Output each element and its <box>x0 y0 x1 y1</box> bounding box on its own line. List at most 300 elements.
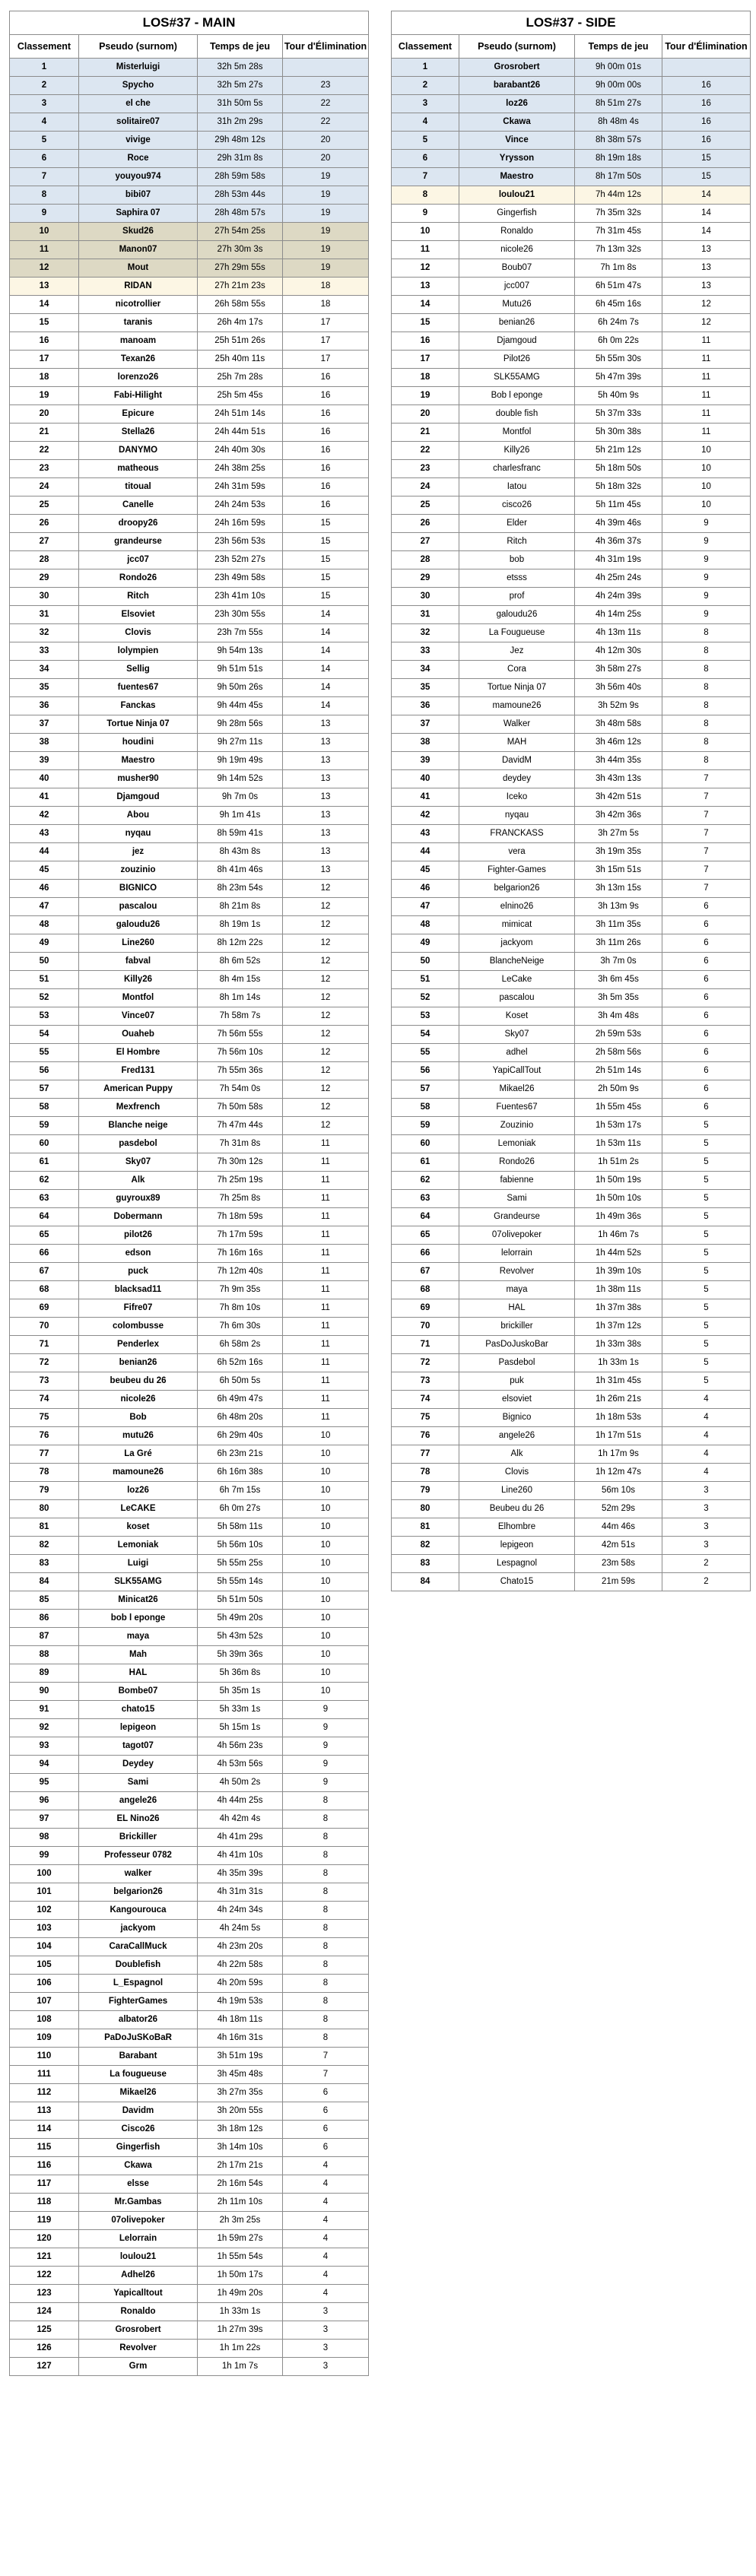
time-cell: 1h 50m 19s <box>575 1172 662 1190</box>
pseudo-cell: Iatou <box>459 478 575 496</box>
time-cell: 7h 47m 44s <box>198 1117 283 1135</box>
time-cell: 6h 16m 38s <box>198 1464 283 1482</box>
time-cell: 4h 24m 5s <box>198 1920 283 1938</box>
pseudo-cell: zouzinio <box>79 861 198 880</box>
pseudo-cell: elnino26 <box>459 898 575 916</box>
pseudo-cell: Spycho <box>79 77 198 95</box>
pseudo-cell: LeCAKE <box>79 1500 198 1518</box>
rank-cell: 25 <box>10 496 79 515</box>
time-cell: 28h 59m 58s <box>198 168 283 186</box>
time-cell: 52m 29s <box>575 1500 662 1518</box>
time-cell: 6h 52m 16s <box>198 1354 283 1372</box>
table-row <box>10 752 369 770</box>
pseudo-cell: Mutu26 <box>459 296 575 314</box>
table-row <box>10 405 369 424</box>
elimination-round-cell: 19 <box>283 241 369 259</box>
time-cell: 24h 16m 59s <box>198 515 283 533</box>
pseudo-cell: Koset <box>459 1007 575 1026</box>
pseudo-cell: angele26 <box>79 1792 198 1810</box>
elimination-round-cell: 6 <box>662 916 751 934</box>
table-row <box>10 2011 369 2029</box>
table-row <box>392 95 751 113</box>
pseudo-cell: Djamgoud <box>459 332 575 351</box>
time-cell: 7h 25m 19s <box>198 1172 283 1190</box>
time-cell: 6h 29m 40s <box>198 1427 283 1445</box>
table-row <box>392 77 751 95</box>
rank-cell: 76 <box>10 1427 79 1445</box>
rank-cell: 38 <box>392 734 459 752</box>
table-row <box>10 1062 369 1080</box>
rank-cell: 10 <box>10 223 79 241</box>
table-row <box>10 2066 369 2084</box>
elimination-round-cell: 3 <box>662 1500 751 1518</box>
time-cell: 1h 59m 27s <box>198 2230 283 2248</box>
rank-cell: 60 <box>10 1135 79 1153</box>
elimination-round-cell: 6 <box>662 989 751 1007</box>
rank-cell: 38 <box>10 734 79 752</box>
table-row <box>10 2285 369 2303</box>
pseudo-cell: bob l eponge <box>79 1610 198 1628</box>
pseudo-cell: walker <box>79 1865 198 1883</box>
time-cell: 4h 50m 2s <box>198 1774 283 1792</box>
table-row <box>10 1172 369 1190</box>
elimination-round-cell: 4 <box>662 1391 751 1409</box>
rank-cell: 39 <box>392 752 459 770</box>
rank-cell: 83 <box>10 1555 79 1573</box>
rank-cell: 4 <box>10 113 79 132</box>
table-row <box>392 825 751 843</box>
table-row <box>392 387 751 405</box>
time-cell: 8h 12m 22s <box>198 934 283 953</box>
rank-cell: 18 <box>10 369 79 387</box>
table-row <box>10 1646 369 1664</box>
rank-cell: 21 <box>392 424 459 442</box>
rank-cell: 94 <box>10 1756 79 1774</box>
table-row <box>10 861 369 880</box>
rank-cell: 78 <box>10 1464 79 1482</box>
table-row <box>392 1299 751 1318</box>
time-cell: 4h 31m 31s <box>198 1883 283 1902</box>
time-cell: 9h 54m 13s <box>198 642 283 661</box>
pseudo-cell: lepigeon <box>79 1719 198 1737</box>
rank-cell: 62 <box>392 1172 459 1190</box>
table-row <box>10 606 369 624</box>
pseudo-cell: HAL <box>79 1664 198 1683</box>
rank-cell: 27 <box>10 533 79 551</box>
time-cell: 5h 18m 32s <box>575 478 662 496</box>
rank-cell: 71 <box>10 1336 79 1354</box>
elimination-round-cell: 16 <box>662 77 751 95</box>
rank-cell: 15 <box>392 314 459 332</box>
rank-cell: 70 <box>392 1318 459 1336</box>
table-row <box>10 1975 369 1993</box>
table-row <box>392 113 751 132</box>
rank-cell: 80 <box>392 1500 459 1518</box>
pseudo-cell: mimicat <box>459 916 575 934</box>
col-header-time: Temps de jeu <box>198 35 283 59</box>
pseudo-cell: Cora <box>459 661 575 679</box>
table-row <box>392 624 751 642</box>
time-cell: 9h 00m 00s <box>575 77 662 95</box>
elimination-round-cell: 5 <box>662 1354 751 1372</box>
time-cell: 25h 51m 26s <box>198 332 283 351</box>
rank-cell: 77 <box>10 1445 79 1464</box>
time-cell: 7h 56m 55s <box>198 1026 283 1044</box>
time-cell: 5h 40m 9s <box>575 387 662 405</box>
pseudo-cell: Kangourouca <box>79 1902 198 1920</box>
rank-cell: 75 <box>10 1409 79 1427</box>
table-row <box>10 1190 369 1208</box>
rank-cell: 6 <box>392 150 459 168</box>
table-row <box>392 1281 751 1299</box>
time-cell: 3h 18m 12s <box>198 2121 283 2139</box>
time-cell: 3h 45m 48s <box>198 2066 283 2084</box>
pseudo-cell: jackyom <box>459 934 575 953</box>
time-cell: 4h 19m 53s <box>198 1993 283 2011</box>
pseudo-cell: grandeurse <box>79 533 198 551</box>
time-cell: 1h 12m 47s <box>575 1464 662 1482</box>
rank-cell: 13 <box>392 278 459 296</box>
table-row <box>10 387 369 405</box>
elimination-round-cell: 11 <box>662 332 751 351</box>
time-cell: 8h 51m 27s <box>575 95 662 113</box>
pseudo-cell: Lespagnol <box>459 1555 575 1573</box>
rank-cell: 85 <box>10 1591 79 1610</box>
pseudo-cell: Davidm <box>79 2102 198 2121</box>
table-row <box>10 1610 369 1628</box>
elimination-round-cell: 23 <box>283 77 369 95</box>
rank-cell: 52 <box>392 989 459 1007</box>
rank-cell: 68 <box>10 1281 79 1299</box>
elimination-round-cell: 22 <box>283 113 369 132</box>
pseudo-cell: Elder <box>459 515 575 533</box>
rank-cell: 66 <box>10 1245 79 1263</box>
elimination-round-cell: 14 <box>283 642 369 661</box>
elimination-round-cell: 6 <box>662 1026 751 1044</box>
pseudo-cell: Ritch <box>459 533 575 551</box>
pseudo-cell: colombusse <box>79 1318 198 1336</box>
elimination-round-cell: 12 <box>283 1007 369 1026</box>
pseudo-cell: Mah <box>79 1646 198 1664</box>
time-cell: 3h 15m 51s <box>575 861 662 880</box>
time-cell: 42m 51s <box>575 1537 662 1555</box>
elimination-round-cell: 16 <box>662 132 751 150</box>
elimination-round-cell: 6 <box>283 2084 369 2102</box>
time-cell: 2h 17m 21s <box>198 2157 283 2175</box>
table-row <box>10 1956 369 1975</box>
time-cell: 3h 27m 5s <box>575 825 662 843</box>
pseudo-cell: Grosrobert <box>459 59 575 77</box>
time-cell: 3h 58m 27s <box>575 661 662 679</box>
table-row <box>10 551 369 569</box>
table-row <box>10 1555 369 1573</box>
elimination-round-cell: 12 <box>283 1026 369 1044</box>
elimination-round-cell: 5 <box>662 1318 751 1336</box>
pseudo-cell: Montfol <box>459 424 575 442</box>
rank-cell: 20 <box>392 405 459 424</box>
elimination-round-cell: 13 <box>283 825 369 843</box>
table-row <box>10 113 369 132</box>
rank-cell: 87 <box>10 1628 79 1646</box>
elimination-round-cell: 10 <box>662 478 751 496</box>
table-row <box>10 2048 369 2066</box>
time-cell: 5h 37m 33s <box>575 405 662 424</box>
elimination-round-cell: 2 <box>662 1573 751 1591</box>
pseudo-cell: Maestro <box>459 168 575 186</box>
pseudo-cell: nicole26 <box>79 1391 198 1409</box>
table-row <box>10 989 369 1007</box>
rank-cell: 102 <box>10 1902 79 1920</box>
pseudo-cell: nyqau <box>459 807 575 825</box>
elimination-round-cell: 7 <box>662 861 751 880</box>
pseudo-cell: Alk <box>459 1445 575 1464</box>
elimination-round-cell: 4 <box>662 1427 751 1445</box>
rank-cell: 82 <box>10 1537 79 1555</box>
pseudo-cell: fuentes67 <box>79 679 198 697</box>
elimination-round-cell: 11 <box>283 1263 369 1281</box>
rank-cell: 72 <box>392 1354 459 1372</box>
time-cell: 23h 41m 10s <box>198 588 283 606</box>
pseudo-cell: PaDoJuSKoBaR <box>79 2029 198 2048</box>
time-cell: 1h 39m 10s <box>575 1263 662 1281</box>
time-cell: 4h 24m 39s <box>575 588 662 606</box>
time-cell: 23h 30m 55s <box>198 606 283 624</box>
table-row <box>10 241 369 259</box>
elimination-round-cell: 11 <box>283 1172 369 1190</box>
rank-cell: 79 <box>392 1482 459 1500</box>
elimination-round-cell: 7 <box>662 788 751 807</box>
pseudo-cell: etsss <box>459 569 575 588</box>
elimination-round-cell: 3 <box>283 2358 369 2376</box>
rank-cell: 54 <box>392 1026 459 1044</box>
rank-cell: 25 <box>392 496 459 515</box>
rank-cell: 20 <box>10 405 79 424</box>
time-cell: 7h 12m 40s <box>198 1263 283 1281</box>
rank-cell: 115 <box>10 2139 79 2157</box>
table-row <box>10 1445 369 1464</box>
table-row <box>392 223 751 241</box>
time-cell: 7h 13m 32s <box>575 241 662 259</box>
pseudo-cell: Revolver <box>79 2340 198 2358</box>
pseudo-cell: adhel <box>459 1044 575 1062</box>
table-row <box>392 1354 751 1372</box>
table-row <box>10 1099 369 1117</box>
elimination-round-cell: 3 <box>283 2321 369 2340</box>
table-row <box>10 2321 369 2340</box>
pseudo-cell: Pasdebol <box>459 1354 575 1372</box>
pseudo-cell: Vince <box>459 132 575 150</box>
pseudo-cell: 07olivepoker <box>459 1226 575 1245</box>
elimination-round-cell: 12 <box>662 296 751 314</box>
elimination-round-cell: 11 <box>283 1208 369 1226</box>
rank-cell: 73 <box>392 1372 459 1391</box>
rank-cell: 83 <box>392 1555 459 1573</box>
rank-cell: 18 <box>392 369 459 387</box>
rank-cell: 65 <box>10 1226 79 1245</box>
rank-cell: 51 <box>10 971 79 989</box>
pseudo-cell: Killy26 <box>459 442 575 460</box>
pseudo-cell: Walker <box>459 715 575 734</box>
time-cell: 1h 49m 20s <box>198 2285 283 2303</box>
rank-cell: 75 <box>392 1409 459 1427</box>
time-cell: 1h 46m 7s <box>575 1226 662 1245</box>
time-cell: 4h 12m 30s <box>575 642 662 661</box>
pseudo-cell: DavidM <box>459 752 575 770</box>
rank-cell: 3 <box>392 95 459 113</box>
elimination-round-cell: 5 <box>662 1263 751 1281</box>
time-cell: 5h 47m 39s <box>575 369 662 387</box>
time-cell: 23h 56m 53s <box>198 533 283 551</box>
table-row <box>392 1318 751 1336</box>
time-cell: 25h 7m 28s <box>198 369 283 387</box>
rank-cell: 50 <box>10 953 79 971</box>
rank-cell: 116 <box>10 2157 79 2175</box>
pseudo-cell: manoam <box>79 332 198 351</box>
rank-cell: 58 <box>10 1099 79 1117</box>
table-row <box>392 953 751 971</box>
table-row <box>392 369 751 387</box>
pseudo-cell: matheous <box>79 460 198 478</box>
time-cell: 3h 4m 48s <box>575 1007 662 1026</box>
rank-cell: 11 <box>392 241 459 259</box>
table-row <box>10 1153 369 1172</box>
time-cell: 4h 42m 4s <box>198 1810 283 1829</box>
table-row <box>392 478 751 496</box>
pseudo-cell: koset <box>79 1518 198 1537</box>
elimination-round-cell: 10 <box>662 460 751 478</box>
rank-cell: 49 <box>392 934 459 953</box>
table-row <box>392 679 751 697</box>
rank-cell: 22 <box>10 442 79 460</box>
time-cell: 3h 13m 15s <box>575 880 662 898</box>
table-row <box>10 515 369 533</box>
time-cell: 4h 39m 46s <box>575 515 662 533</box>
elimination-round-cell: 20 <box>283 150 369 168</box>
pseudo-cell: brickiller <box>459 1318 575 1336</box>
time-cell: 4h 16m 31s <box>198 2029 283 2048</box>
elimination-round-cell: 22 <box>283 95 369 113</box>
main-table-title: LOS#37 - MAIN <box>10 11 369 35</box>
time-cell: 3h 5m 35s <box>575 989 662 1007</box>
pseudo-cell: Epicure <box>79 405 198 424</box>
rank-cell: 27 <box>392 533 459 551</box>
time-cell: 1h 51m 2s <box>575 1153 662 1172</box>
table-row <box>10 2230 369 2248</box>
pseudo-cell: Penderlex <box>79 1336 198 1354</box>
elimination-round-cell: 6 <box>662 971 751 989</box>
rank-cell: 92 <box>10 1719 79 1737</box>
rank-cell: 67 <box>10 1263 79 1281</box>
table-row <box>10 1701 369 1719</box>
table-row <box>10 934 369 953</box>
time-cell: 7h 18m 59s <box>198 1208 283 1226</box>
table-row <box>392 752 751 770</box>
elimination-round-cell: 13 <box>283 861 369 880</box>
elimination-round-cell: 7 <box>662 825 751 843</box>
time-cell: 27h 29m 55s <box>198 259 283 278</box>
table-row <box>392 1500 751 1518</box>
time-cell: 32h 5m 28s <box>198 59 283 77</box>
table-row <box>10 296 369 314</box>
rank-cell: 17 <box>392 351 459 369</box>
rank-cell: 69 <box>10 1299 79 1318</box>
elimination-round-cell: 6 <box>662 1080 751 1099</box>
table-row <box>392 1208 751 1226</box>
pseudo-cell: Sellig <box>79 661 198 679</box>
rank-cell: 21 <box>10 424 79 442</box>
table-row <box>10 1920 369 1938</box>
pseudo-cell: pasdebol <box>79 1135 198 1153</box>
table-row <box>10 332 369 351</box>
rank-cell: 44 <box>392 843 459 861</box>
elimination-round-cell: 13 <box>283 788 369 807</box>
time-cell: 4h 25m 24s <box>575 569 662 588</box>
rank-cell: 63 <box>10 1190 79 1208</box>
time-cell: 7h 9m 35s <box>198 1281 283 1299</box>
pseudo-cell: Skud26 <box>79 223 198 241</box>
rank-cell: 118 <box>10 2194 79 2212</box>
pseudo-cell: Gingerfish <box>459 205 575 223</box>
time-cell: 7h 8m 10s <box>198 1299 283 1318</box>
time-cell: 6h 0m 27s <box>198 1500 283 1518</box>
rank-cell: 33 <box>392 642 459 661</box>
time-cell: 1h 50m 17s <box>198 2267 283 2285</box>
rank-cell: 16 <box>10 332 79 351</box>
time-cell: 7h 56m 10s <box>198 1044 283 1062</box>
rank-cell: 73 <box>10 1372 79 1391</box>
time-cell: 23m 58s <box>575 1555 662 1573</box>
table-row <box>392 1555 751 1573</box>
rank-cell: 37 <box>10 715 79 734</box>
table-row <box>392 460 751 478</box>
rank-cell: 40 <box>10 770 79 788</box>
pseudo-cell: Revolver <box>459 1263 575 1281</box>
table-row <box>392 697 751 715</box>
table-row <box>392 880 751 898</box>
table-row <box>10 588 369 606</box>
pseudo-cell: maya <box>79 1628 198 1646</box>
elimination-round-cell: 10 <box>283 1610 369 1628</box>
rank-cell: 106 <box>10 1975 79 1993</box>
pseudo-cell: angele26 <box>459 1427 575 1445</box>
elimination-round-cell: 12 <box>283 916 369 934</box>
pseudo-cell: Mikael26 <box>79 2084 198 2102</box>
elimination-round-cell: 12 <box>283 1080 369 1099</box>
time-cell: 4h 23m 20s <box>198 1938 283 1956</box>
rank-cell: 64 <box>392 1208 459 1226</box>
pseudo-cell: taranis <box>79 314 198 332</box>
rank-cell: 5 <box>10 132 79 150</box>
side-table-title: LOS#37 - SIDE <box>392 11 751 35</box>
elimination-round-cell: 16 <box>283 387 369 405</box>
table-row <box>10 1829 369 1847</box>
pseudo-cell: Sami <box>79 1774 198 1792</box>
time-cell: 2h 50m 9s <box>575 1080 662 1099</box>
time-cell: 1h 27m 39s <box>198 2321 283 2340</box>
table-row <box>392 1135 751 1153</box>
table-row <box>392 642 751 661</box>
pseudo-cell: DANYMO <box>79 442 198 460</box>
table-row <box>392 150 751 168</box>
table-row <box>10 1318 369 1336</box>
time-cell: 3h 6m 45s <box>575 971 662 989</box>
elimination-round-cell: 5 <box>662 1190 751 1208</box>
pseudo-cell: Canelle <box>79 496 198 515</box>
pseudo-cell: Fanckas <box>79 697 198 715</box>
pseudo-cell: Mikael26 <box>459 1080 575 1099</box>
table-row <box>10 1518 369 1537</box>
rank-cell: 60 <box>392 1135 459 1153</box>
